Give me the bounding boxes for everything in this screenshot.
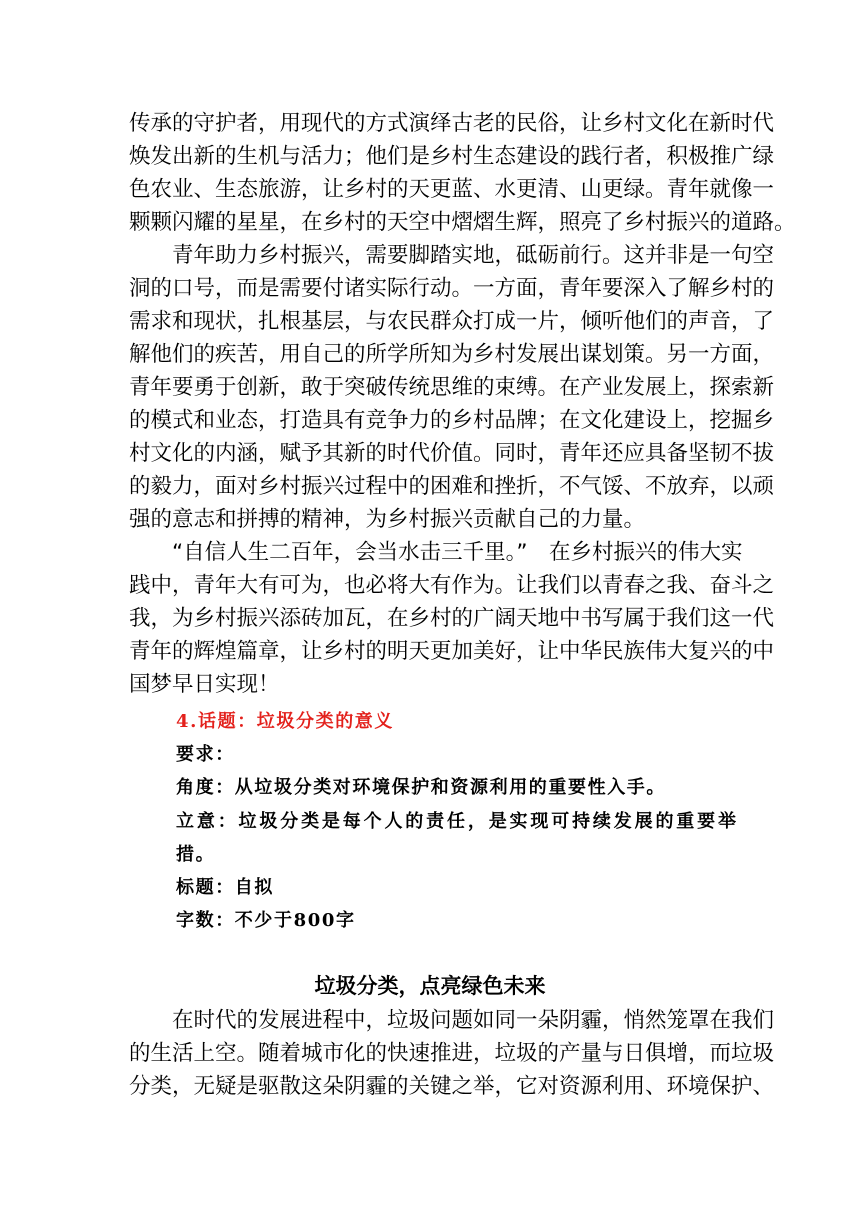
requirement-theme-continued: 措。 xyxy=(176,844,216,865)
paragraph-line: 青年的辉煌篇章，让乡村的明天更加美好，让中华民族伟大复兴的中 xyxy=(129,639,775,664)
requirement-label: 要求： xyxy=(176,744,235,765)
paragraph-line: 我，为乡村振兴添砖加瓦，在乡村的广阔天地中书写属于我们这一代 xyxy=(129,606,775,631)
essay-line: 分类，无疑是驱散这朵阴霾的关键之举，它对资源利用、环境保护、 xyxy=(129,1074,775,1099)
paragraph-line: 践中，青年大有可为，也必将大有作为。让我们以青春之我、奋斗之 xyxy=(129,573,775,598)
paragraph-line: 村文化的内涵，赋予其新的时代价值。同时，青年还应具备坚韧不拔 xyxy=(129,441,775,466)
continuation-line: 传承的守护者，用现代的方式演绎古老的民俗，让乡村文化在新时代 xyxy=(129,111,775,136)
requirement-theme: 立意：垃圾分类是每个人的责任，是实现可持续发展的重要举 xyxy=(176,811,736,832)
paragraph-line: 青年助力乡村振兴，需要脚踏实地，砥砺前行。这并非是一句空 xyxy=(172,243,775,268)
topic-heading: 4.话题：垃圾分类的意义 xyxy=(176,711,394,732)
paragraph-line: “自信人生二百年，会当水击三千里。” 在乡村振兴的伟大实 xyxy=(172,540,743,565)
requirement-title: 标题：自拟 xyxy=(176,877,274,898)
paragraph-line: 强的意志和拼搏的精神，为乡村振兴贡献自己的力量。 xyxy=(129,507,646,532)
paragraph-line: 解他们的疾苦，用自己的所学所知为乡村发展出谋划策。另一方面， xyxy=(129,342,775,367)
essay-line: 在时代的发展进程中，垃圾问题如同一朵阴霾，悄然笼罩在我们 xyxy=(172,1008,775,1033)
continuation-line: 色农业、生态旅游，让乡村的天更蓝、水更清、山更绿。青年就像一 xyxy=(129,177,775,202)
paragraph-line: 需求和现状，扎根基层，与农民群众打成一片，倾听他们的声音，了 xyxy=(129,309,775,334)
paragraph-line: 的毅力，面对乡村振兴过程中的困难和挫折，不气馁、不放弃，以顽 xyxy=(129,474,775,499)
essay-line: 的生活上空。随着城市化的快速推进，垃圾的产量与日俱增，而垃圾 xyxy=(129,1041,775,1066)
requirement-angle: 角度：从垃圾分类对环境保护和资源利用的重要性入手。 xyxy=(176,777,666,798)
paragraph-line: 的模式和业态，打造具有竞争力的乡村品牌；在文化建设上，挖掘乡 xyxy=(129,408,775,433)
requirement-word-count: 字数：不少于800字 xyxy=(176,910,356,931)
continuation-line: 颗颗闪耀的星星，在乡村的天空中熠熠生辉，照亮了乡村振兴的道路。 xyxy=(129,210,796,235)
paragraph-line: 青年要勇于创新，敢于突破传统思维的束缚。在产业发展上，探索新 xyxy=(129,375,775,400)
continuation-line: 焕发出新的生机与活力；他们是乡村生态建设的践行者，积极推广绿 xyxy=(129,144,775,169)
paragraph-line: 国梦早日实现！ xyxy=(129,672,280,697)
paragraph-line: 洞的口号，而是需要付诸实际行动。一方面，青年要深入了解乡村的 xyxy=(129,276,775,301)
essay-title: 垃圾分类，点亮绿色未来 xyxy=(314,974,546,998)
